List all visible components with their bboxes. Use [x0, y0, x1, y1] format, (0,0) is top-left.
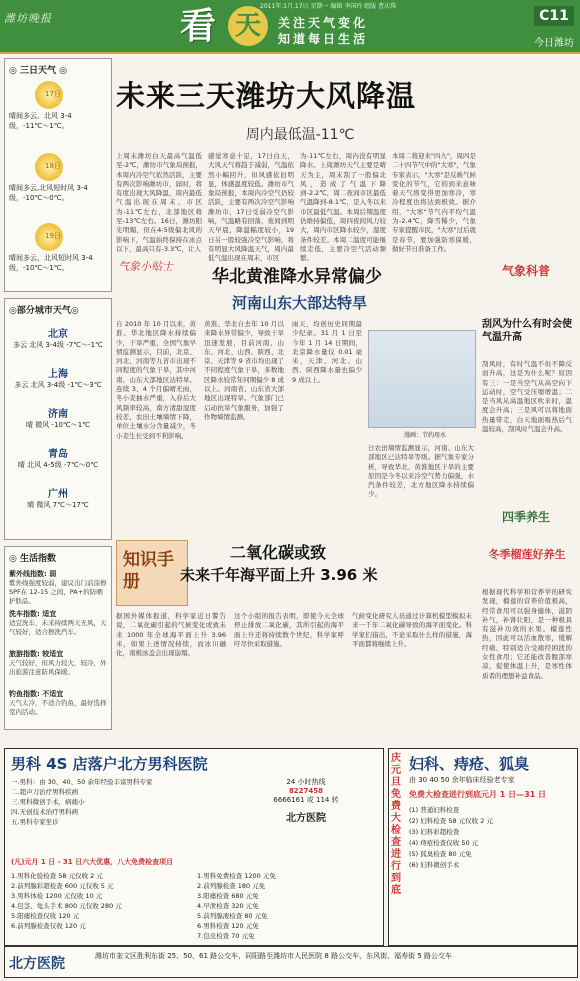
- ad2-item: (1) 普通妇科检查: [409, 806, 460, 814]
- weather-day-2: [9, 153, 107, 217]
- life-index-item: [9, 609, 107, 647]
- story3-title: 二氧化碳或致: [230, 543, 327, 562]
- ad2-vertical-banner: 庆元旦 免费大检查 进行到底: [391, 753, 401, 896]
- index-text: 天气太冷，不适合钓鱼，最好选择室内活动。: [9, 699, 107, 716]
- phone-1: 8227458: [288, 787, 324, 795]
- ad1-price-list-2: [197, 871, 377, 941]
- index-text: 天气较好，但风力较大，较冷，外出旅游注意防风保暖。: [9, 659, 107, 676]
- three-day-title: ◎ 三日天气 ◎: [9, 66, 67, 76]
- ad2-sub: 由 30 40 50 余年临床经验老专家: [409, 776, 515, 784]
- left-column: [4, 58, 110, 728]
- story3-col-1: 据国外媒体报道，科学家近日警告说，二氧化碳引起的气候变化或致未来 1000 年全球海平面上升 3.96 米，如果上述情况持续，而冰川融化，南极冰盖会出现崩塌。: [116, 612, 226, 658]
- city-name: 上海: [48, 369, 68, 380]
- price-row: 1.男科免费检查 1200 元免: [197, 872, 276, 880]
- section-label: 今日潍坊: [534, 38, 574, 49]
- hotline-label: 24 小时热线: [286, 778, 326, 786]
- city-name: 北京: [48, 329, 68, 340]
- ad1-promo: (凡)元月 1 日 - 31 日六大优惠，八大免费检查项目: [11, 858, 174, 866]
- city-name: 青岛: [48, 449, 68, 460]
- city-weather-box: [4, 298, 112, 540]
- story2-tag: 气象小贴士: [118, 260, 173, 273]
- footer-logo: 北方医院: [9, 956, 65, 972]
- story3-subtitle: 未来千年海平面上升 3.96 米: [180, 566, 378, 584]
- health-tag-label: 四季养生: [501, 510, 550, 524]
- ad2-item: (6) 妇科微创手术: [409, 861, 460, 869]
- city-entry: [5, 485, 111, 510]
- section-tian-badge: 天: [228, 6, 268, 46]
- city-entry: [5, 325, 111, 350]
- day-number: 17日: [45, 90, 61, 98]
- ad1-title: 男科 4S 店落户北方男科医院: [11, 755, 208, 773]
- science-tag-label: 气象科普: [501, 264, 550, 278]
- price-row: 5.阳痿检查仅收 120 元: [11, 912, 80, 920]
- ad2-item: (3) 妇科彩超检查: [409, 828, 460, 836]
- day-forecast: 晴间多云,北风短时风 3-4级，-10℃～0℃。: [9, 184, 88, 202]
- science-question-title: 刮风为什么有时会使气温升高: [482, 319, 572, 343]
- index-title: 洗车指数: 适宜: [9, 610, 57, 618]
- price-row: 7.包皮检查 70 元免: [197, 932, 255, 940]
- ad1-contact: [241, 777, 371, 847]
- ad2-item: (5) 狐臭检查 80 元免: [409, 850, 472, 858]
- life-index-item: [9, 649, 107, 687]
- life-index-title: ◎ 生活指数: [9, 554, 56, 564]
- health-text: 根据现代科学和营养学的研究发现，榴莲的营养价值极高，经常食用可以强身健体，滋阴补气，补肾壮阳，是一种极具有滋补功效的水果。榴莲性热，因此可以活血散寒，缓解经痛，特别适合受痛经困扰的女性食用；它还能改善腹部寒凉，促使体温上升，是寒性体质者的理想补益食品。: [482, 588, 572, 680]
- index-text: 适宜洗车，未来持续两天无风，天气较好，适合擦洗汽车。: [9, 619, 107, 636]
- city-info: 晴 北风 4-5级 -7℃～0℃: [17, 461, 99, 469]
- weather-day-1: [9, 81, 107, 145]
- city-info: 多云 北风 3-4级 -7℃～-1℃: [13, 341, 103, 349]
- story2-col-3: 雨天，均创历史同期最少纪录。31 月 1 日至今年 1 月 14 日期间，北京降水量仅 0.01 毫米，天津、河北、山西、陕西降水量也偏少 9 成以上。: [292, 320, 362, 384]
- health-tag: [480, 508, 572, 525]
- index-title: 钓鱼指数: 不适宜: [9, 690, 64, 698]
- ad2-item: (2) 妇科检查 58 元仅收 2 元: [409, 817, 493, 825]
- day-number: 19日: [45, 232, 61, 240]
- life-index-box: [4, 546, 112, 730]
- issue-line: 2011年.1月.17日 星期一 编辑 李国玲 组版 曹庆珠: [260, 3, 397, 10]
- science-tag: [480, 262, 572, 279]
- city-weather-title: ◎部分城市天气◎: [9, 306, 79, 316]
- city-entry: [5, 365, 111, 390]
- ad1-item: 四.无创技术治疗男科病: [11, 808, 79, 816]
- main-subhead: 周内最低温-11℃: [245, 127, 355, 143]
- ad2-item: (4) 痔疮检查仅收 50 元: [409, 839, 479, 847]
- footer-bar: [4, 946, 578, 978]
- story2-col-2: 黄淮、华北自去年 10 月以来降水异常偏少，导致干旱迅速发展，目前河南、山东、河北、山西、陕西、北京、天津等 9 省市均出现了不同程度气象干旱，多数地区降水较常年同期偏少 8 成以上。河南省、山东省大部地区出现特旱。气象部门已启动抗旱气象服务，加强了作物墒情监测。: [204, 320, 284, 421]
- slogan-line-2: 知道每日生活: [278, 32, 369, 46]
- index-text: 紫外线强度较弱，建议出门前涂擦 SPF在 12-15 之间、PA+的防晒护肤品。: [9, 579, 107, 605]
- phone-2: 6666161 或 114 转: [273, 796, 339, 804]
- section-kan-glyph: 看: [180, 5, 217, 47]
- life-index-item: [9, 569, 107, 607]
- ad1-price-list: [11, 871, 191, 931]
- main-body-col-2: 感觉寒意十足，17日白天，大风天气将趋于减弱，气温依然小幅回升，但风感依旧明显，体感温度较低。潍坊市气象局预报，本周内冷空气仍较活跃，主要有两次冷空气影响潍坊市，17日受弱冷空气影响，气温略有回落，夜间到明天早晨，降温幅度较小，19日另一股较强冷空气影响，将有明显大风降温天气，周内最低气温出现在周末，市区: [208, 152, 294, 263]
- weather-day-3: [9, 223, 107, 287]
- price-row: 3.男科体检 1200 元仅收 10 元: [11, 892, 103, 900]
- city-name: 济南: [48, 409, 68, 420]
- story2-subtitle: 河南山东大部达特旱: [232, 294, 368, 312]
- price-row: 5.前列腺液检查 80 元免: [197, 912, 268, 920]
- story2-title: 华北黄淮降水异常偏少: [212, 267, 382, 287]
- price-row: 6.前列腺检查仅收 120 元: [11, 922, 86, 930]
- city-info: 多云 北风 3-4级 -1℃～3℃: [14, 381, 102, 389]
- brand-name: 潍坊晚报: [4, 12, 52, 25]
- slogan-line-1: 关注天气变化: [278, 16, 369, 30]
- price-row: 4.包茎、龟头手术 800 元仅收 280 元: [11, 902, 122, 910]
- index-title: 旅游指数: 较适宜: [9, 650, 64, 658]
- ad1-items: [11, 777, 231, 857]
- ad2-title: 妇科、痔疮、狐臭: [409, 755, 530, 773]
- ad1-item: 三.男科微创手术，病痛小: [11, 798, 85, 806]
- ad1-item: 一.男科：由 30、40、50 余年经验丰富男科专家: [11, 778, 153, 786]
- main-body-col-1: 上周末潍坊白天最高气温低至-2℃，潍坊市气象局预报，本周内冷空气依然活跃，主要有两次影响潍坊市，届时，将有度出现大风降温，周内最低气温出现在周末，市区为-11℃左右，北部地区将至-13℃左右。16日，潍坊阳光明媚，但在4-5级偏北风的影响下，气温始终保持在冰点以下，最高只有-3.3℃，让人: [116, 152, 202, 253]
- price-row: 6.男科检查 120 元免: [197, 922, 259, 930]
- city-info: 晴 微风 -10℃～1℃: [25, 421, 91, 429]
- three-day-weather-box: [4, 58, 112, 292]
- day-forecast: 晴间多云，北风短时风 3-4 级，-10℃～1℃。: [9, 254, 93, 272]
- header-divider: [0, 52, 580, 54]
- story3-col-3: 气候变化研究人员通过计算机模型模拟未来一千年二氧化碳导致的海平面变化。科学家们指出，不论采取什么样的措施，海平面都将继续上升。: [352, 612, 472, 648]
- day-number: 18日: [45, 162, 61, 170]
- page-number: C11: [534, 6, 574, 26]
- ad2-big: 免费大检查进行到底元月 1 日—31 日: [409, 790, 547, 799]
- cartoon-caption: 漫画：节约用水: [403, 432, 446, 439]
- price-row: 2.前列腺彩超检查 600 元仅收 5 元: [11, 882, 114, 890]
- ad1-item: 五.男科专家坐诊: [11, 818, 59, 826]
- health-title: 冬季榴莲好养生: [488, 548, 566, 561]
- price-row: 2.前列腺检查 180 元免: [197, 882, 266, 890]
- main-body-col-4: 本周二将迎来"四九"，周四是二十四节气中的"大寒"，气象专家表示，"大寒"是反映气候变化的节气，它的到来意味着天气将变得更加寒冷，寒冷程度也将达到极致。据介绍，"大寒"节气内平均气温为-2.4℃，降雪稀少，气象专家提醒市民，"大寒"过后就是春节，要加强防寒保暖，做好节日准备工作。: [392, 152, 476, 253]
- life-index-item: [9, 689, 107, 727]
- city-info: 晴 微风 7℃～17℃: [27, 501, 89, 509]
- ad2-item-list: [409, 805, 573, 871]
- day-forecast: 晴间多云，北风 3-4 级，-11℃～1℃。: [9, 112, 72, 130]
- knowledge-badge-text: 知识手册: [123, 550, 174, 592]
- footer-address: 潍坊市奎文区胜利东街 25、50、61 路公交车，同阳路至潍坊市人民医院 8 路公交车，东风街、福寿街 5 路公交车: [95, 952, 452, 960]
- ad1-hospital: 北方医院: [286, 813, 326, 824]
- price-row: 3.阳痿检查 680 元免: [197, 892, 259, 900]
- gynecology-ad: [388, 748, 578, 946]
- ad1-item: 二.超声刀治疗男科疾病: [11, 788, 79, 796]
- science-question-text: 刮风时，有时气温不但不降反而升高，这是为什么呢？原因有三：一是当空气从高空向下运动时，空气受压缩增温；二是当风从高温地区吹来时，温度会升高；三是风可以将地面热量带走，白天地面吸热后气温较高，刮风时气温会升高。: [482, 360, 572, 434]
- main-headline: 未来三天潍坊大风降温: [116, 79, 417, 113]
- city-name: 广州: [48, 489, 68, 500]
- mens-hospital-ad: [4, 748, 384, 946]
- story2-col-1: 自 2010 年 10 月以来，黄淮、华北地区降水持续偏少，干旱严重，全国气象早情监测显示，目前，北京、河北、河南等九省市出现不同程度的气象干旱，其中河南、山东大部地区达特旱。连续 3、4 个月偏晴无雨，冬小麦抽水严重，入春后大风频率较高，南方清甜湿度较差，农田土壤墒情下降，单位土壤水分含量减少，冬小麦生长受到不利影响。: [116, 320, 196, 440]
- knowledge-badge: [116, 540, 188, 606]
- city-entry: [5, 445, 111, 470]
- price-row: 1.男科化验检查 58 元仅收 2 元: [11, 872, 103, 880]
- city-entry: [5, 405, 111, 430]
- story2-col-4: 日农田墒情监测显示，河南、山东大部地区已达特旱等级。据气象专家分析，导致华北、黄淮地区干旱的主要原因是今冬以来冷空气势力偏强，水汽条件较差，北方地区降水持续偏少。: [368, 444, 474, 499]
- story3-col-2: 这个小组的报告表明，即使今天全球停止排放二氧化碳，其所引起的海平面上升还将持续数个世纪，科学家呼吁尽快采取措施。: [234, 612, 344, 648]
- water-saving-cartoon: [368, 330, 476, 428]
- main-body-col-3: 为-11℃左右，周内没有明显降水。上周潍坊天气主要是晴天为主，周末刮了一股偏北风，造成了气温下降到-2.2℃，周二夜间市区最低气温降到-8.1℃，是入冬以来市区最低气温。本周后期温度仍维持偏低，周四夜间风力较大，周内市区降水较少，湿度条件较差。本周二温度可能继续走低，主要冷空气活动频繁。: [300, 152, 386, 263]
- page-header: [0, 0, 580, 52]
- index-title: 紫外线指数: 弱: [9, 570, 57, 578]
- price-row: 4.早泄检查 320 元免: [197, 902, 259, 910]
